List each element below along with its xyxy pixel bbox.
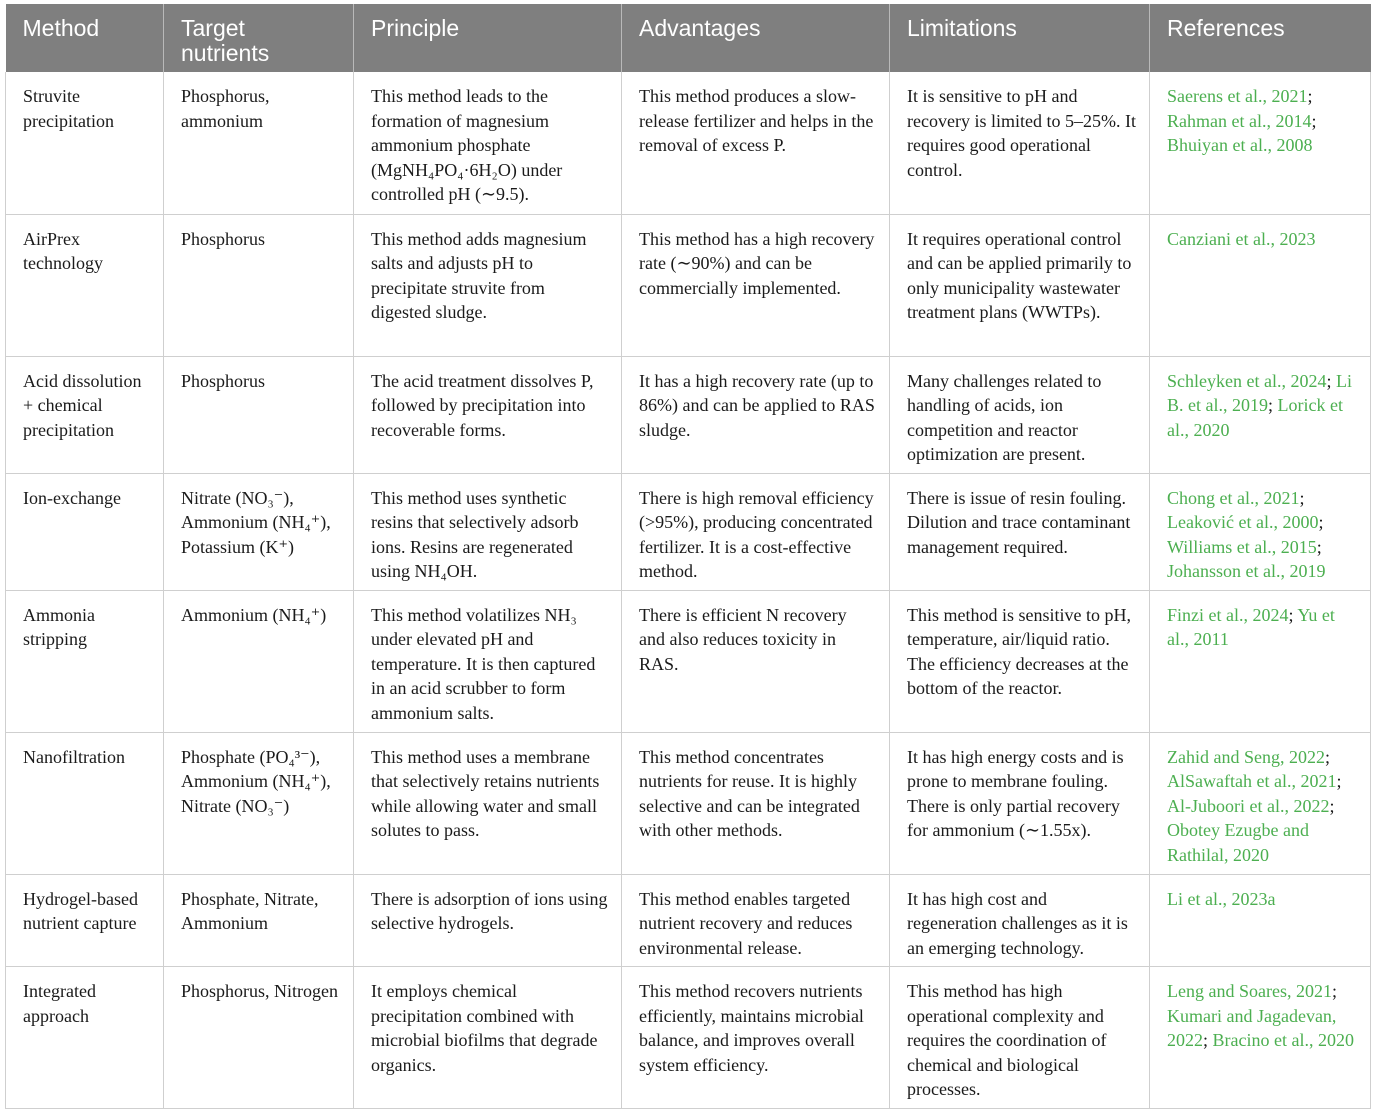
cell-principle: There is adsorption of ions using selective hydrogels. [354,874,622,967]
cell-advantages: There is efficient N recovery and also reduces toxicity in RAS. [622,590,890,732]
cell-principle: This method uses a membrane that selectively retains nutrients while allowing water and small solutes to pass. [354,732,622,874]
table-row [6,967,1371,1109]
cell-advantages: This method enables targeted nutrient recovery and reduces environmental release. [622,874,890,967]
reference-link[interactable]: Leng and Soares, 2021 [1167,981,1332,1001]
cell-method: Integrated approach [6,967,164,1109]
cell-references: Zahid and Seng, 2022; AlSawaftah et al., 2021; Al-Juboori et al., 2022; Obotey Ezugbe and Rathilal, 2020 [1150,732,1371,874]
cell-method: Ion-exchange [6,473,164,590]
cell-references [1150,214,1371,356]
cell-target: Phosphorus, Nitrogen [164,967,354,1109]
reference-link[interactable]: Kumari and Jagadevan, 2022 [1167,1005,1337,1050]
cell-principle: This method uses synthetic resins that selectively adsorb ions. Resins are regenerated using NH₄OH. [354,473,622,590]
table-row [6,72,1371,214]
cell-advantages: It has a high recovery rate (up to 86%) and can be applied to RAS sludge. [622,356,890,473]
reference-link[interactable]: Lorick et al., 2020 [1167,395,1343,440]
cell-method: Acid dissolution + chemical precipitation [6,356,164,473]
header-target-nutrients: Target nutrients [164,4,354,72]
cell-references [1150,874,1371,967]
cell-advantages: This method concentrates nutrients for reuse. It is highly selective and can be integrated with other methods. [622,732,890,874]
cell-references: Chong et al., 2021; Leaković et al., 2000; Williams et al., 2015; Johansson et al., 2019 [1150,473,1371,590]
cell-limitations: Many challenges related to handling of acids, ion competition and reactor optimization are present. [890,356,1150,473]
reference-link[interactable]: Chong et al., 2021 [1167,487,1300,508]
reference-link[interactable]: Canziani et al., 2023 [1167,228,1316,249]
header-method: Method [6,4,164,72]
cell-target: Phosphorus [164,214,354,356]
header-limitations: Limitations [890,4,1150,72]
reference-link[interactable]: Saerens et al., 2021 [1167,86,1308,106]
table-row [6,590,1371,732]
cell-target: Phosphate (PO₄³⁻), Ammonium (NH₄⁺), Nitrate (NO₃⁻) [164,732,354,874]
reference-link[interactable]: AlSawaftah et al., 2021 [1167,771,1337,791]
cell-target: Phosphate, Nitrate, Ammonium [164,874,354,967]
header-principle: Principle [354,4,622,72]
cell-method: AirPrex technology [6,214,164,356]
cell-references: Finzi et al., 2024; Yu et al., 2011 [1150,590,1371,732]
cell-target: Phosphorus [164,356,354,473]
cell-principle: The acid treatment dissolves P, followed by precipitation into recoverable forms. [354,356,622,473]
reference-link[interactable]: Zahid and Seng, 2022 [1167,746,1325,767]
cell-advantages: This method recovers nutrients efficiently, maintains microbial balance, and improves overall system efficiency. [622,967,890,1109]
table-row [6,214,1371,356]
cell-target: Ammonium (NH₄⁺) [164,590,354,732]
table-row [6,874,1371,967]
header-references: References [1150,4,1371,72]
cell-target: Phosphorus, ammonium [164,72,354,214]
cell-method: Struvite precipitation [6,72,164,214]
cell-advantages: This method has a high recovery rate (∼90%) and can be commercially implemented. [622,214,890,356]
cell-method: Nanofiltration [6,732,164,874]
cell-references: Leng and Soares, 2021; Kumari and Jagadevan, 2022; Bracino et al., 2020 [1150,967,1371,1109]
cell-advantages: There is high removal efficiency (>95%), producing concentrated fertilizer. It is a cost-effective method. [622,473,890,590]
table-row [6,473,1371,590]
reference-link[interactable]: Finzi et al., 2024 [1167,604,1289,625]
cell-method: Ammonia stripping [6,590,164,732]
reference-link[interactable]: Al-Juboori et al., 2022 [1167,795,1330,816]
cell-principle: This method adds magnesium salts and adjusts pH to precipitate struvite from digested sludge. [354,214,622,356]
reference-link[interactable]: Yu et al., 2011 [1167,604,1335,649]
reference-link[interactable]: Leaković et al., 2000 [1167,512,1319,532]
cell-limitations: This method has high operational complexity and requires the coordination of chemical and biological processes. [890,967,1150,1109]
cell-principle: This method leads to the formation of magnesium ammonium phosphate (MgNH₄PO₄·6H₂O) under controlled pH (∼9.5). [354,72,622,214]
cell-limitations: It requires operational control and can be applied primarily to only municipality wastewater treatment plans (WWTPs). [890,214,1150,356]
cell-limitations: It is sensitive to pH and recovery is limited to 5–25%. It requires good operational control. [890,72,1150,214]
cell-advantages: This method produces a slow-release fertilizer and helps in the removal of excess P. [622,72,890,214]
header-row [6,4,1371,72]
cell-method: Hydrogel-based nutrient capture [6,874,164,967]
header-advantages: Advantages [622,4,890,72]
reference-link[interactable]: Schleyken et al., 2024 [1167,370,1327,391]
cell-limitations: There is issue of resin fouling. Dilution and trace contaminant management required. [890,473,1150,590]
table-row [6,732,1371,874]
nutrient-recovery-table [5,4,1371,1109]
cell-target: Nitrate (NO₃⁻), Ammonium (NH₄⁺), Potassium (K⁺) [164,473,354,590]
cell-limitations: It has high energy costs and is prone to membrane fouling. There is only partial recovery for ammonium (∼1.55x). [890,732,1150,874]
cell-limitations: This method is sensitive to pH, temperature, air/liquid ratio. The efficiency decreases at the bottom of the reactor. [890,590,1150,732]
cell-limitations: It has high cost and regeneration challenges as it is an emerging technology. [890,874,1150,967]
table-row [6,356,1371,473]
reference-link[interactable]: Rahman et al., 2014 [1167,110,1312,131]
cell-references: Saerens et al., 2021; Rahman et al., 2014; Bhuiyan et al., 2008 [1150,72,1371,214]
reference-link[interactable]: Li et al., 2023a [1167,888,1276,909]
reference-link[interactable]: Williams et al., 2015 [1167,536,1317,557]
cell-principle: This method volatilizes NH₃ under elevated pH and temperature. It is then captured in an acid scrubber to form ammonium salts. [354,590,622,732]
cell-references: Schleyken et al., 2024; Li B. et al., 2019; Lorick et al., 2020 [1150,356,1371,473]
reference-link[interactable]: Obotey Ezugbe and Rathilal, 2020 [1167,820,1309,865]
cell-principle: It employs chemical precipitation combined with microbial biofilms that degrade organics. [354,967,622,1109]
reference-link[interactable]: Johansson et al., 2019 [1167,561,1326,581]
reference-link[interactable]: Bhuiyan et al., 2008 [1167,135,1313,155]
reference-link[interactable]: Li B. et al., 2019 [1167,370,1352,415]
reference-link[interactable]: Bracino et al., 2020 [1212,1030,1354,1050]
